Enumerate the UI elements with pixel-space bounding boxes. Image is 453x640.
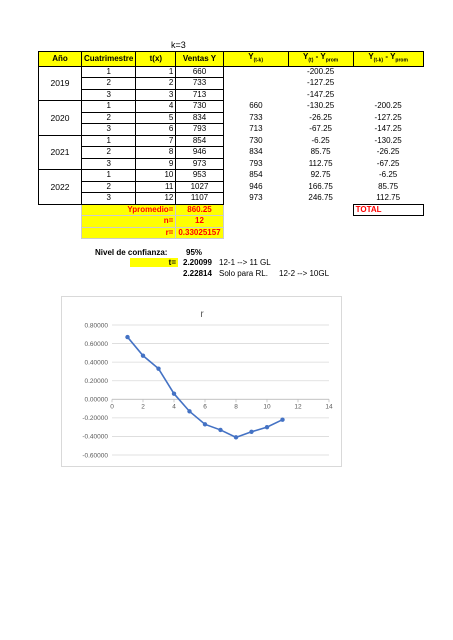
y-lag-cell[interactable] [223,78,288,90]
t-cell[interactable]: 12 [136,193,176,205]
deviation-cell[interactable]: -130.25 [307,101,335,111]
deviation-cell[interactable]: 166.75 [308,181,333,191]
data-point [203,422,207,426]
deviation-lag-cell[interactable]: -67.25 [376,158,400,168]
header-cuatrimestre[interactable]: Cuatrimestre [82,52,136,67]
summary-row [39,204,424,216]
deviation-cell[interactable]: 112.75 [308,158,333,168]
summary-label[interactable]: r= [82,227,176,239]
t-cell[interactable]: 4 [136,101,176,113]
deviation-lag-cell[interactable] [353,66,423,78]
deviation-lag-cell[interactable] [353,89,423,101]
header-deviation[interactable]: $Y_{(t)} - Y_{prom}$ [288,52,353,67]
x-tick-label: 0 [110,403,114,411]
t-cell[interactable]: 9 [136,158,176,170]
y-tick-label: -0.60000 [82,452,108,460]
deviation-lag-cell[interactable]: -200.25 [374,101,402,111]
t-cell[interactable]: 3 [136,89,176,101]
data-point [218,428,222,432]
deviation-cell[interactable]: -67.25 [309,124,332,134]
cuatrimestre-cell[interactable]: 1 [82,101,136,113]
t-cell[interactable]: 2 [136,78,176,90]
data-point [265,425,269,429]
ventas-cell[interactable]: 713 [176,89,223,101]
deviation-lag-cell[interactable]: -26.25 [376,147,400,157]
deviation-cell[interactable]: 85.75 [310,147,331,157]
table-row [39,181,424,193]
y-lag-cell[interactable]: 733 [249,112,263,122]
deviation-lag-cell[interactable]: 85.75 [378,181,399,191]
deviation-cell[interactable]: 246.75 [308,193,333,203]
data-point [187,409,191,413]
year-cell[interactable]: 2020 [39,101,82,136]
table-row [39,101,424,113]
deviation-cell[interactable]: -127.25 [307,78,335,88]
y-tick-label: -0.40000 [82,433,108,441]
y-lag-cell[interactable]: 713 [249,124,263,134]
data-point [172,392,176,396]
ventas-cell[interactable]: 854 [176,135,223,147]
t-note-3: 12-2 --> 10GL [279,269,330,278]
summary-label[interactable]: n= [82,216,176,228]
deviation-lag-cell[interactable]: -6.25 [379,170,398,180]
deviation-lag-cell[interactable]: -130.25 [374,135,402,145]
t-value-1: 2.20099 [183,258,212,267]
table-row [39,147,424,159]
x-tick-label: 2 [141,403,145,411]
cuatrimestre-cell[interactable]: 3 [82,124,136,136]
y-lag-cell[interactable]: 854 [249,170,263,180]
y-lag-cell[interactable]: 660 [249,101,263,111]
deviation-cell[interactable]: -6.25 [311,135,330,145]
y-lag-cell[interactable]: 834 [249,147,263,157]
header-y-lag[interactable]: $Y_{(t-k)}$ [223,52,288,67]
cuatrimestre-cell[interactable]: 2 [82,181,136,193]
summary-row [39,216,424,228]
x-tick-label: 8 [234,403,238,411]
header-deviation-lag[interactable]: $Y_{(t-k)} - Y_{prom}$ [353,52,423,67]
y-lag-cell[interactable]: 793 [249,158,263,168]
ventas-cell[interactable]: 660 [176,66,223,78]
ventas-cell[interactable]: 973 [176,158,223,170]
summary-value[interactable]: 0.33025157 [176,227,223,239]
table-row [39,112,424,124]
header-anio[interactable]: Año [39,52,82,67]
summary-label[interactable]: Ypromedio= [82,204,176,216]
y-lag-cell[interactable] [223,66,288,78]
data-point [249,430,253,434]
chart-title: r [200,309,204,320]
ventas-cell[interactable]: 1107 [176,193,223,205]
ventas-cell[interactable]: 1027 [176,181,223,193]
data-table [38,51,424,239]
x-tick-label: 14 [325,403,333,411]
summary-value[interactable]: 860.25 [176,204,223,216]
chart-svg [62,297,341,466]
t-cell[interactable]: 5 [136,112,176,124]
table-row [39,78,424,90]
correlogram-chart[interactable] [61,296,342,467]
data-point [234,435,238,439]
confidence-value: 95% [186,248,203,257]
data-point [125,335,129,339]
deviation-cell[interactable]: -26.25 [309,112,332,122]
table-row [39,89,424,101]
y-lag-cell[interactable] [223,89,288,101]
k-label: k=3 [171,40,186,50]
t-cell[interactable]: 6 [136,124,176,136]
deviation-cell[interactable]: 92.75 [310,170,331,180]
t-label: t= [130,258,178,267]
t-cell[interactable]: 1 [136,66,176,78]
y-tick-label: 0.60000 [84,340,108,348]
deviation-lag-cell[interactable] [353,78,423,90]
cuatrimestre-cell[interactable]: 3 [82,158,136,170]
data-point [280,418,284,422]
table-row [39,66,424,78]
ventas-cell[interactable]: 946 [176,147,223,159]
y-tick-label: 0.00000 [84,396,108,404]
total-cell[interactable]: TOTAL [353,204,423,216]
data-point [141,353,145,357]
header-ventas[interactable]: Ventas Y [176,52,223,67]
year-cell[interactable]: 2021 [39,135,82,170]
t-note-2: Solo para RL. [219,269,268,278]
ventas-cell[interactable]: 953 [176,170,223,182]
y-tick-label: 0.80000 [84,322,108,330]
data-point [156,366,160,370]
t-cell[interactable]: 10 [136,170,176,182]
header-row [39,52,424,67]
header-tx[interactable]: t(x) [136,52,176,67]
t-cell[interactable]: 11 [136,181,176,193]
y-lag-cell[interactable]: 973 [249,193,263,203]
table-row [39,135,424,147]
cuatrimestre-cell[interactable]: 3 [82,193,136,205]
cuatrimestre-cell[interactable]: 2 [82,112,136,124]
y-tick-label: -0.20000 [82,415,108,423]
y-lag-cell[interactable]: 730 [249,135,263,145]
y-tick-label: 0.20000 [84,378,108,386]
cuatrimestre-cell[interactable]: 3 [82,89,136,101]
deviation-lag-cell[interactable]: -127.25 [374,112,402,122]
cuatrimestre-cell[interactable]: 1 [82,135,136,147]
ventas-cell[interactable]: 733 [176,78,223,90]
y-tick-label: 0.40000 [84,359,108,367]
year-cell[interactable]: 2022 [39,170,82,205]
table-row [39,193,424,205]
x-tick-label: 10 [263,403,271,411]
x-tick-label: 6 [203,403,207,411]
cuatrimestre-cell[interactable]: 1 [82,170,136,182]
summary-row [39,227,424,239]
x-tick-label: 12 [294,403,302,411]
cuatrimestre-cell[interactable]: 1 [82,66,136,78]
t-value-2: 2.22814 [183,269,212,278]
t-note-1: 12-1 --> 11 GL [219,258,271,267]
summary-value[interactable]: 12 [176,216,223,228]
t-cell[interactable]: 8 [136,147,176,159]
confidence-label: Nivel de confianza: [95,248,168,257]
ventas-cell[interactable]: 730 [176,101,223,113]
deviation-lag-cell[interactable]: 112.75 [376,193,401,203]
x-tick-label: 4 [172,403,176,411]
year-cell[interactable]: 2019 [39,66,82,101]
t-cell[interactable]: 7 [136,135,176,147]
deviation-cell[interactable]: -200.25 [307,67,335,77]
table-row [39,124,424,136]
cuatrimestre-cell[interactable]: 2 [82,78,136,90]
y-lag-cell[interactable]: 946 [249,181,263,191]
ventas-cell[interactable]: 834 [176,112,223,124]
cuatrimestre-cell[interactable]: 2 [82,147,136,159]
deviation-lag-cell[interactable]: -147.25 [374,124,402,134]
ventas-cell[interactable]: 793 [176,124,223,136]
table-row [39,158,424,170]
deviation-cell[interactable]: -147.25 [307,89,335,99]
table-row [39,170,424,182]
